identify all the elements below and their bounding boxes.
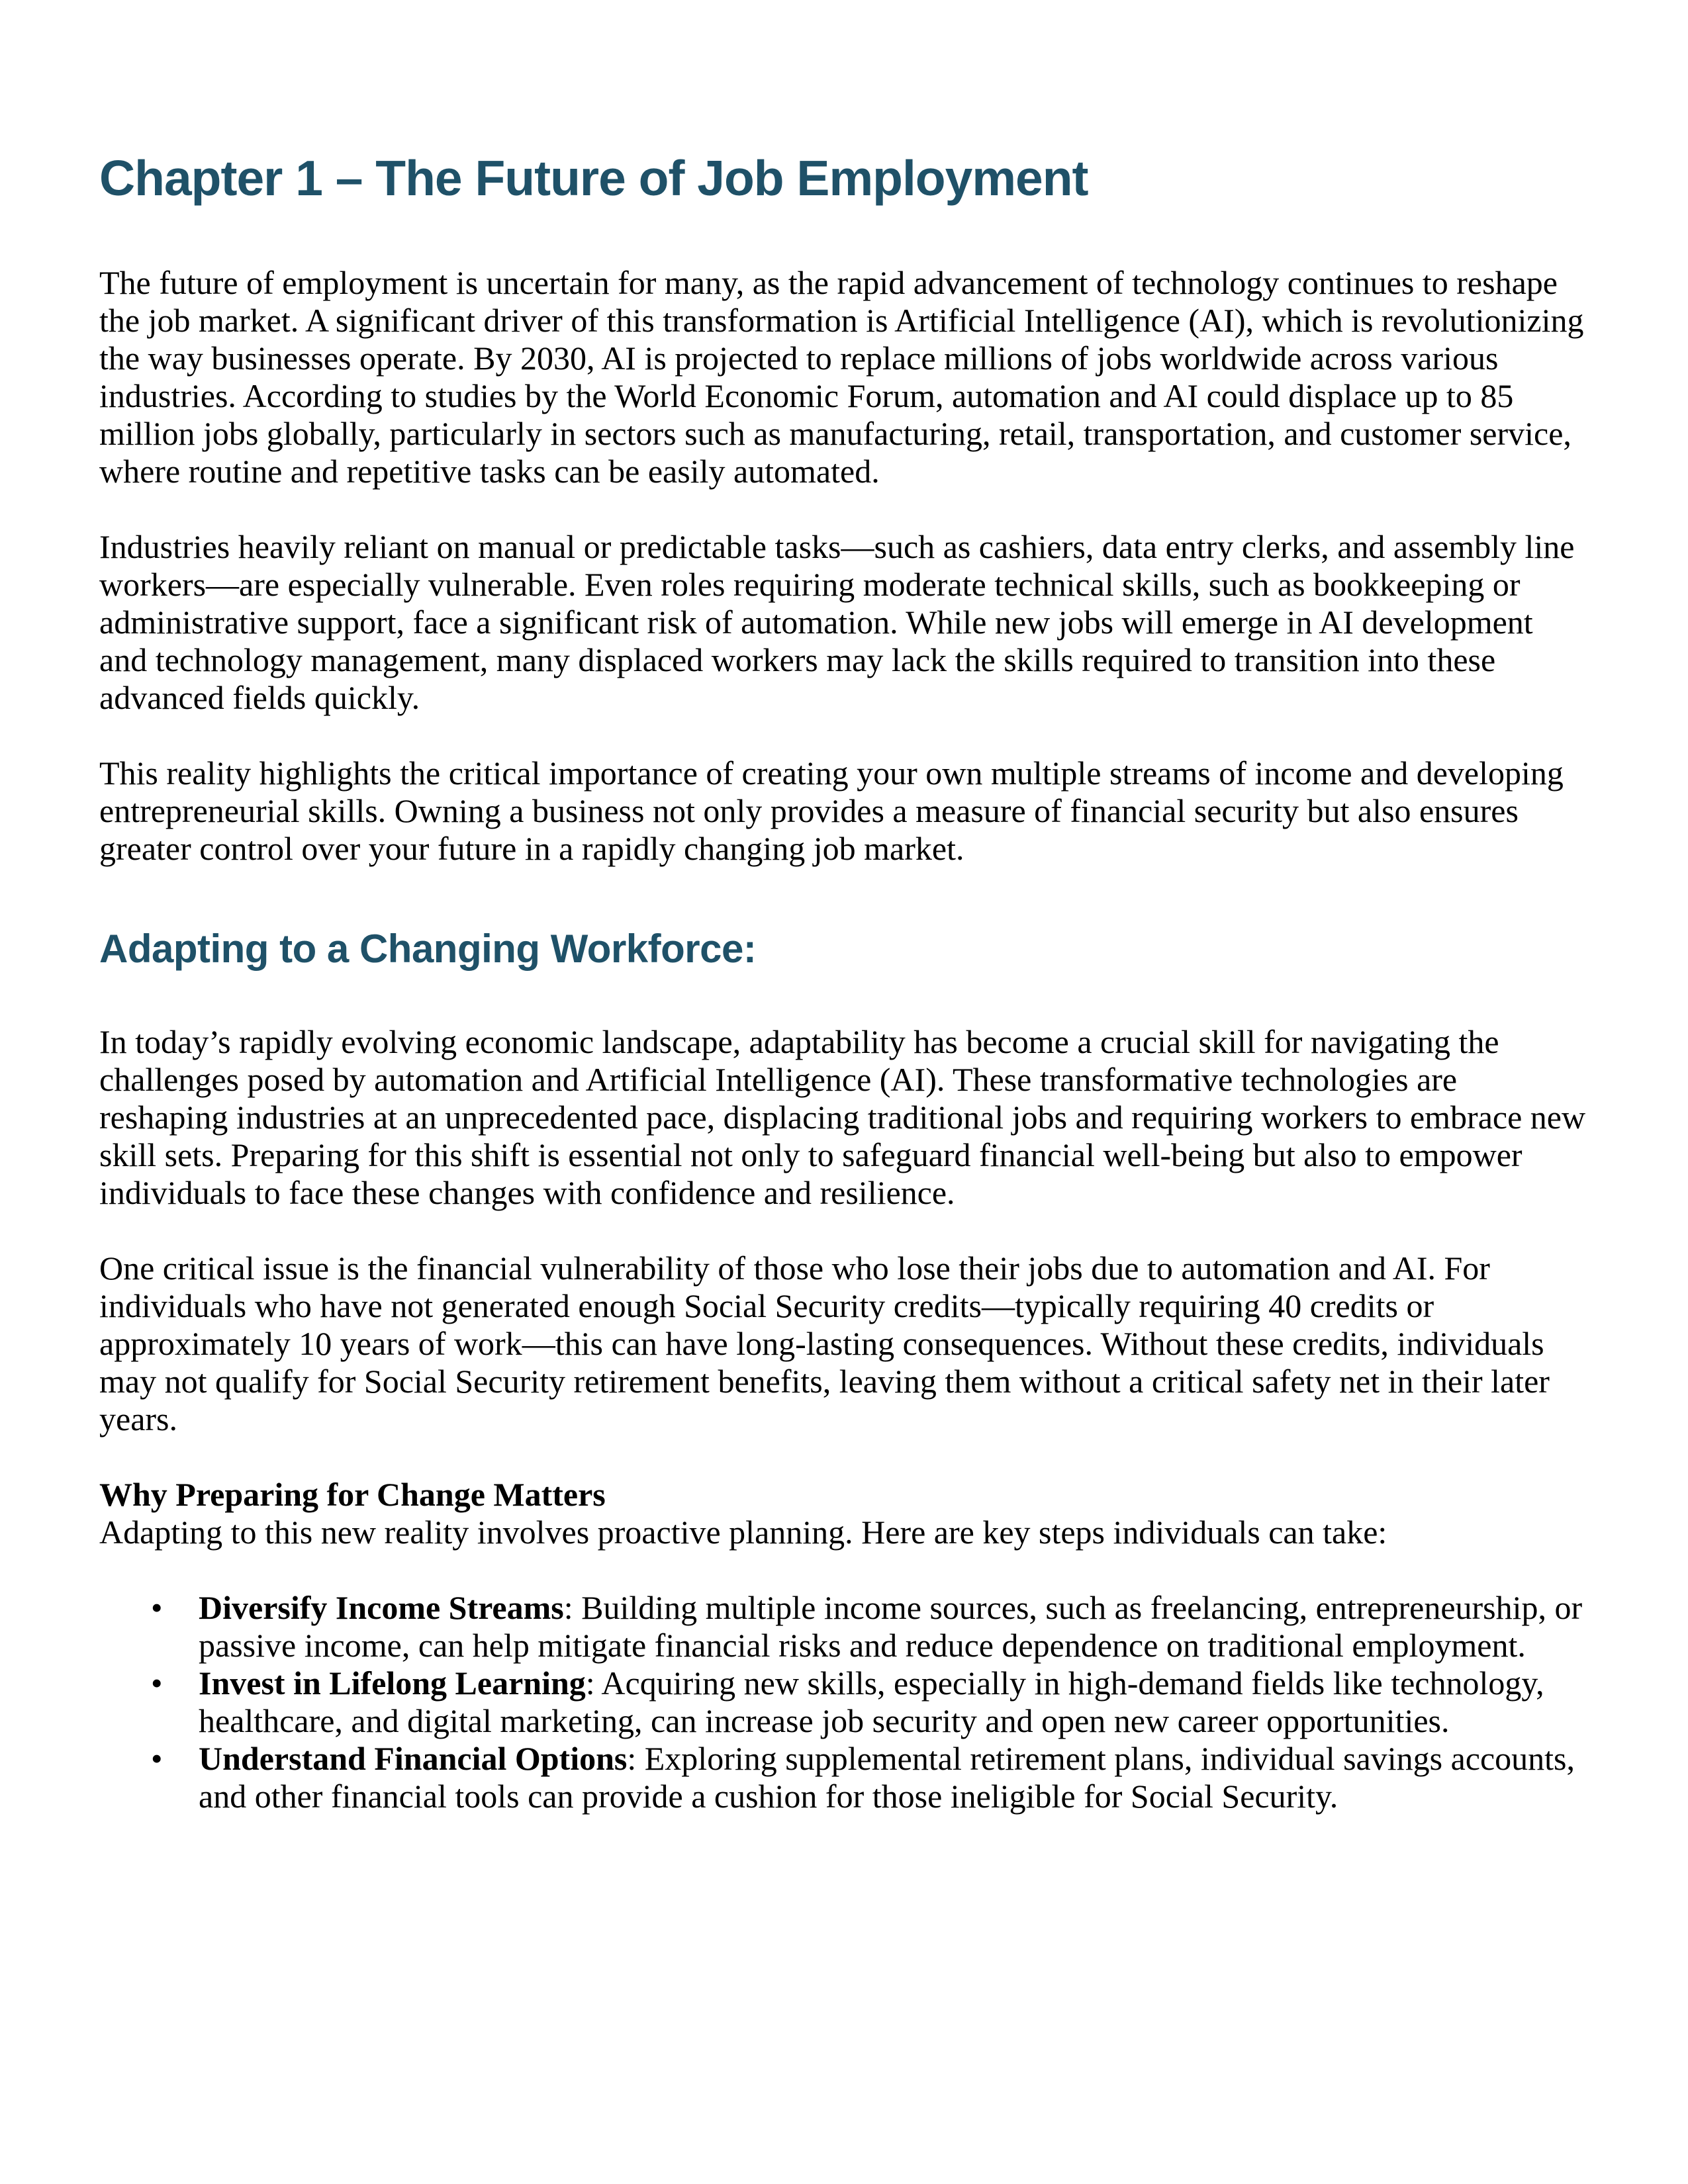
subsection-heading-why-preparing: Why Preparing for Change Matters <box>99 1475 606 1513</box>
list-item-diversify-income <box>99 1589 1589 1664</box>
bullet-text: : Building multiple income sources, such as freelancing, entrepreneurship, or passive income, can help mitigate financial risks and reduce dependence on traditional employment. <box>199 1588 1583 1664</box>
chapter-title: Chapter 1 – The Future of Job Employment <box>99 150 1088 206</box>
subsection-intro: Adapting to this new reality involves proactive planning. Here are key steps individuals can take: <box>99 1513 1387 1551</box>
paragraph-5: One critical issue is the financial vulnerability of those who lose their jobs due to automation and AI. For individuals who have not generated enough Social Security credits—typically requiring 40 credits or approximately 10 years of work—this can have long-lasting consequences. Without these credits, individuals may not qualify for Social Security retirement benefits, leaving them without a critical safety net in their later years. <box>99 1249 1550 1437</box>
bullet-label: Diversify Income Streams <box>199 1588 564 1626</box>
bullet-label: Understand Financial Options <box>199 1739 628 1777</box>
paragraph-4: In today’s rapidly evolving economic landscape, adaptability has become a crucial skill for navigating the challenges posed by automation and Artificial Intelligence (AI). These transformative technologies are reshaping industries at an unprecedented pace, displacing traditional jobs and requiring workers to embrace new skill sets. Preparing for this shift is essential not only to safeguard financial well-being but also to empower individuals to face these changes with confidence and resilience. <box>99 1023 1586 1211</box>
bullet-text: : Acquiring new skills, especially in high-demand fields like technology, healthcare, and digital marketing, can increase job security and open new career opportunities. <box>199 1664 1544 1739</box>
paragraph-2: Industries heavily reliant on manual or predictable tasks—such as cashiers, data entry clerks, and assembly line workers—are especially vulnerable. Even roles requiring moderate technical skills, such as bookkeeping or administrative support, face a significant risk of automation. While new jobs will emerge in AI development and technology management, many displaced workers may lack the skills required to transition into these advanced fields quickly. <box>99 527 1575 716</box>
section-heading-adapting-workforce: Adapting to a Changing Workforce: <box>99 926 757 971</box>
subsection-block <box>99 1476 1589 1551</box>
bullet-text: : Exploring supplemental retirement plans, individual savings accounts, and other financial tools can provide a cushion for those ineligible for Social Security. <box>199 1739 1575 1815</box>
key-steps-list <box>99 1589 1589 1815</box>
list-item-lifelong-learning <box>99 1664 1589 1740</box>
paragraph-1: The future of employment is uncertain for many, as the rapid advancement of technology continues to reshape the job market. A significant driver of this transformation is Artificial Intelligence (AI), which is revolutionizing the way businesses operate. By 2030, AI is projected to replace millions of jobs worldwide across various industries. According to studies by the World Economic Forum, automation and AI could displace up to 85 million jobs globally, particularly in sectors such as manufacturing, retail, transportation, and customer service, where routine and repetitive tasks can be easily automated. <box>99 263 1584 490</box>
bullet-label: Invest in Lifelong Learning <box>199 1664 586 1702</box>
paragraph-3: This reality highlights the critical importance of creating your own multiple streams of income and developing entrepreneurial skills. Owning a business not only provides a measure of financial security but also ensures greater control over your future in a rapidly changing job market. <box>99 754 1564 867</box>
list-item-financial-options <box>99 1740 1589 1815</box>
